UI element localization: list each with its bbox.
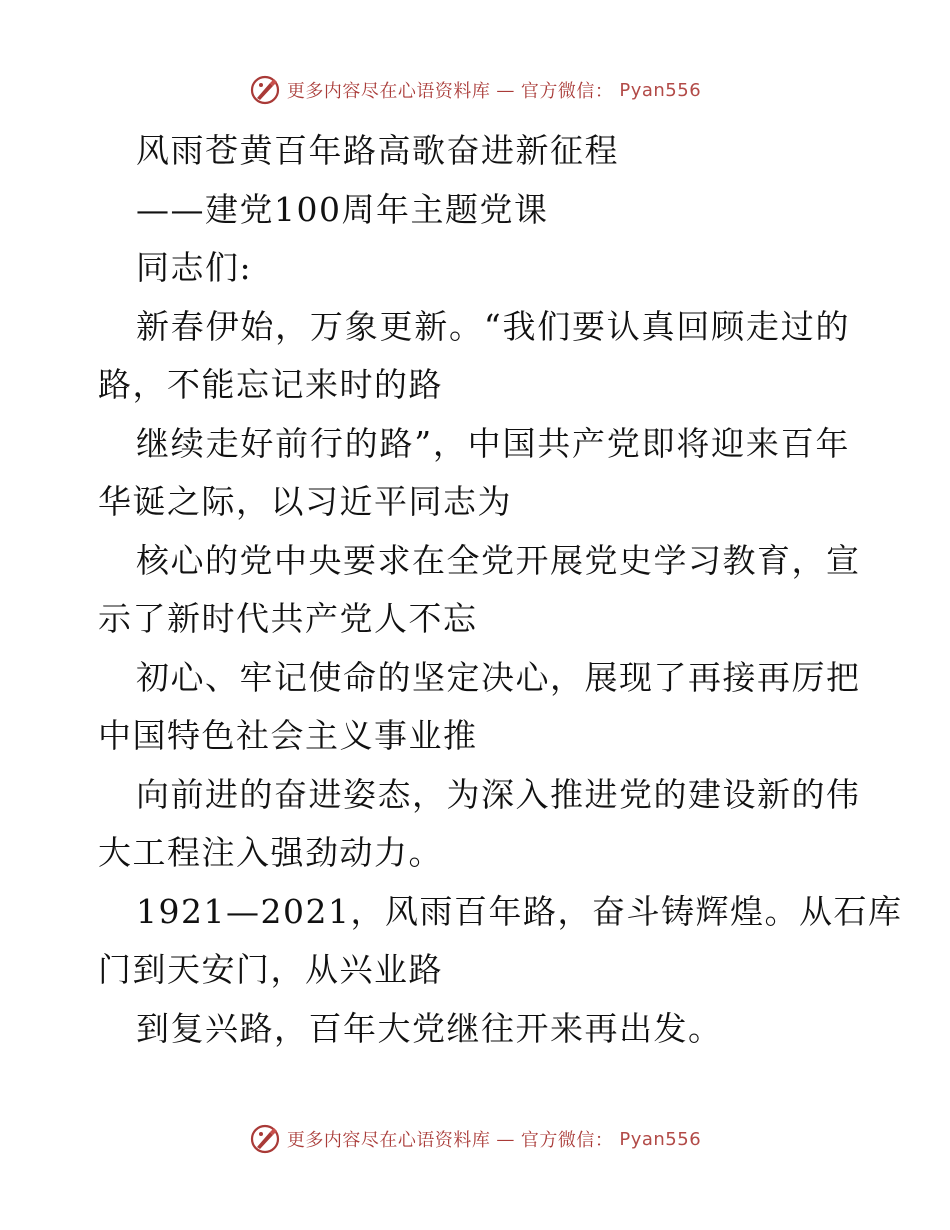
- pen-logo-icon: [249, 1123, 281, 1155]
- paragraph-line: 新春伊始，万象更新。“我们要认真回顾走过的: [136, 306, 850, 346]
- paragraph-line: 向前进的奋进姿态，为深入推进党的建设新的伟: [136, 774, 861, 814]
- paragraph-line: 华诞之际，以习近平同志为: [98, 482, 512, 521]
- watermark-wechat-id: Pyan556: [619, 79, 702, 101]
- watermark-brand: 更多内容尽在心语资料库: [286, 81, 491, 102]
- paragraph-line: 路，不能忘记来时的路: [98, 365, 443, 404]
- paragraph-line: 大工程注入强劲动力。: [98, 833, 443, 872]
- watermark-separator: —: [496, 1128, 515, 1150]
- document-subtitle: ——建党100周年主题党课: [136, 189, 549, 229]
- paragraph-line: 初心、牢记使命的坚定决心，展现了再接再厉把: [136, 657, 861, 697]
- watermark-wechat-label: 官方微信：: [520, 81, 614, 102]
- watermark-brand: 更多内容尽在心语资料库: [286, 1130, 491, 1151]
- document-title: 风雨苍黄百年路高歌奋进新征程: [136, 131, 619, 170]
- paragraph-line: 核心的党中央要求在全党开展党史学习教育，宣: [136, 540, 861, 580]
- pen-logo-icon: [249, 74, 281, 106]
- paragraph-line: 示了新时代共产党人不忘: [98, 599, 478, 638]
- paragraph-line: 继续走好前行的路”，中国共产党即将迎来百年: [136, 423, 850, 463]
- page-footer-watermark: [0, 1123, 950, 1155]
- document-body: [98, 122, 903, 1058]
- paragraph-line: 中国特色社会主义事业推: [98, 716, 478, 755]
- salutation: 同志们:: [136, 248, 253, 287]
- watermark-wechat-label: 官方微信：: [520, 1130, 614, 1151]
- page-header-watermark: [0, 74, 950, 106]
- watermark-wechat-id: Pyan556: [619, 1128, 702, 1150]
- watermark-separator: —: [496, 79, 515, 101]
- paragraph-line: 到复兴路，百年大党继往开来再出发。: [136, 1008, 723, 1048]
- paragraph-line: 1921—2021，风雨百年路，奋斗铸辉煌。从石库: [136, 891, 903, 931]
- paragraph-line: 门到天安门，从兴业路: [98, 950, 443, 989]
